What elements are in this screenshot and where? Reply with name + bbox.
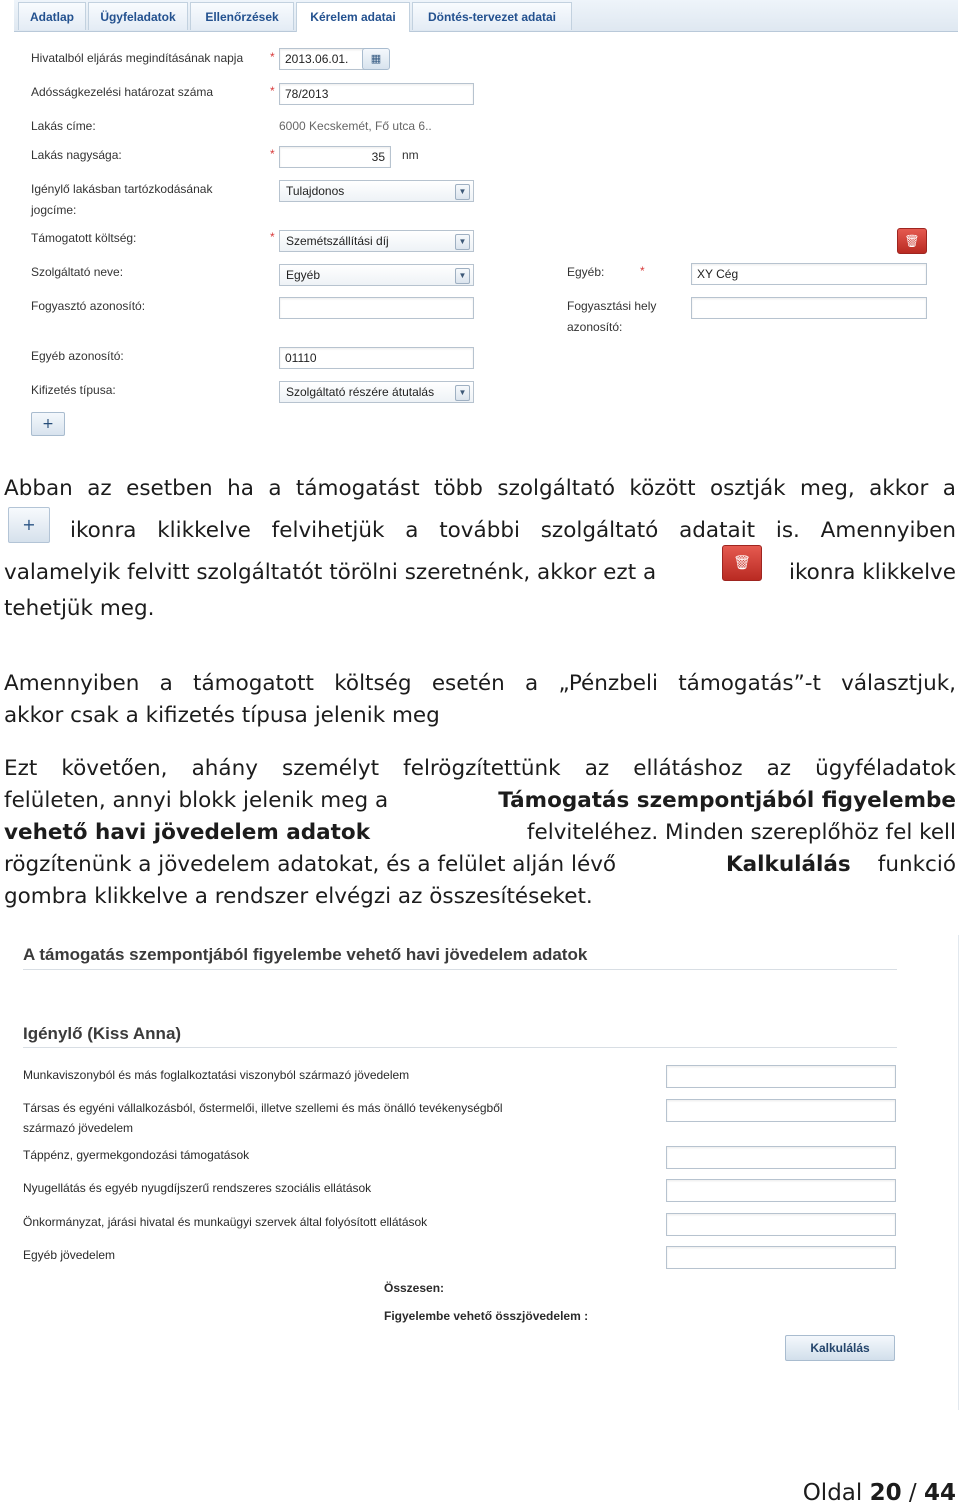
text-line: gombra klikkelve a rendszer elvégzi az összesítéseket. — [4, 884, 593, 909]
payment-label: Kifizetés típusa: — [31, 383, 116, 397]
income-row-label-cont: származó jövedelem — [23, 1121, 134, 1135]
text-line — [4, 505, 956, 557]
page-footer — [803, 1480, 956, 1506]
divider — [23, 969, 897, 970]
consumer-input[interactable] — [279, 297, 474, 319]
other-input[interactable]: XY Cég — [691, 263, 927, 285]
footer-separator: / — [901, 1480, 924, 1506]
text-line — [4, 557, 956, 593]
other-id-label: Egyéb azonosító: — [31, 349, 124, 363]
income-input[interactable] — [666, 1179, 896, 1202]
payment-select-value: Szolgáltató részére átutalás — [286, 385, 435, 399]
tab-adatlap[interactable]: Adatlap — [18, 2, 86, 30]
text-line: Ezt követően, ahány személyt felrögzítettünk az ellátáshoz az ügyféladatok — [4, 756, 956, 781]
plus-icon: + — [8, 507, 50, 543]
cost-select-value: Szemétszállítási díj — [286, 234, 389, 248]
income-input[interactable] — [666, 1246, 896, 1269]
tab-ellenorzesek[interactable]: Ellenőrzések — [190, 2, 294, 30]
add-provider-button[interactable]: + — [31, 412, 65, 436]
page-number: 20 — [869, 1480, 902, 1506]
provider-select-value: Egyéb — [286, 268, 321, 282]
text-line: Abban az esetben ha a támogatást több szolgáltató között osztják meg, akkor a — [4, 476, 956, 501]
size-unit: nm — [402, 148, 419, 162]
chevron-down-icon: ▼ — [455, 385, 470, 401]
text-line — [4, 849, 956, 881]
income-input[interactable] — [666, 1099, 896, 1122]
tab-ugyfeladatok[interactable]: Ügyfeladatok — [88, 2, 188, 30]
income-input[interactable] — [666, 1213, 896, 1236]
place-label: Fogyasztási hely — [567, 299, 657, 313]
required-mark: * — [270, 84, 275, 98]
tenure-select[interactable] — [279, 180, 474, 202]
income-row-label: Táppénz, gyermekgondozási támogatások — [23, 1148, 250, 1162]
income-row-label: Önkormányzat, járási hivatal és munkaügyi szervek által folyósított ellátások — [23, 1215, 428, 1229]
text-emphasis: Támogatás szempontjából figyelembe — [498, 788, 956, 813]
considered-total-label: Figyelembe vehető összjövedelem : — [384, 1309, 589, 1323]
tab-dontes-tervezet[interactable]: Döntés-tervezet adatai — [412, 2, 572, 30]
income-row-label: Munkaviszonyból és más foglalkoztatási viszonyból származó jövedelem — [23, 1068, 410, 1082]
required-mark: * — [270, 147, 275, 161]
tenure-label-cont: jogcíme: — [31, 203, 77, 217]
text-segment: rögzítenünk a jövedelem adatokat, és a felület alján lévő — [4, 852, 617, 877]
text-line: tehetjük meg. — [4, 596, 155, 621]
total-label: Összesen: — [384, 1281, 445, 1295]
form-screenshot — [14, 0, 958, 446]
divider — [23, 1047, 897, 1048]
decision-label: Adósságkezelési határozat száma — [31, 85, 214, 99]
income-row-label: Társas és egyéni vállalkozásból, őstermelői, illetve szellemi és más önálló tevékenységből — [23, 1101, 503, 1115]
paragraph-1 — [4, 473, 956, 625]
text-line: Amennyiben a támogatott költség esetén a „Pénzbeli támogatás”-t választjuk, — [4, 671, 956, 696]
required-mark: * — [270, 230, 275, 244]
text-line — [4, 785, 956, 817]
income-input[interactable] — [666, 1146, 896, 1169]
start-date-input[interactable]: 2013.06.01. — [279, 48, 365, 70]
text-emphasis: vehető havi jövedelem adatok — [4, 820, 371, 845]
paragraph-2 — [4, 668, 956, 732]
income-row-label: Egyéb jövedelem — [23, 1248, 116, 1262]
applicant-heading: Igénylő (Kiss Anna) — [23, 1024, 182, 1043]
tab-bar — [14, 0, 958, 32]
paragraph-3 — [4, 753, 956, 913]
place-label-cont: azonosító: — [567, 320, 623, 334]
chevron-down-icon: ▼ — [455, 268, 470, 284]
income-screenshot — [14, 935, 959, 1410]
tenure-select-value: Tulajdonos — [286, 184, 345, 198]
calendar-icon[interactable]: ▦ — [362, 48, 390, 70]
required-mark: * — [270, 50, 275, 64]
income-title: A támogatás szempontjából figyelembe vehető havi jövedelem adatok — [23, 945, 588, 964]
text-segment: ikonra klikkelve felvihetjük a további szolgáltató adatait is. Amennyiben — [70, 518, 956, 543]
text-line — [4, 817, 956, 849]
chevron-down-icon: ▼ — [455, 234, 470, 250]
provider-select[interactable] — [279, 264, 474, 286]
decision-input[interactable]: 78/2013 — [279, 83, 474, 105]
text-segment: felületen, annyi blokk jelenik meg a — [4, 788, 389, 813]
tab-kerelem-adatai[interactable]: Kérelem adatai — [296, 2, 410, 32]
size-label: Lakás nagysága: — [31, 148, 122, 162]
trash-icon: 🗑 — [722, 545, 762, 581]
text-line: akkor csak a kifizetés típusa jelenik meg — [4, 703, 440, 728]
tenure-label: Igénylő lakásban tartózkodásának — [31, 182, 213, 196]
calculate-button[interactable]: Kalkulálás — [785, 1335, 895, 1361]
other-id-input[interactable]: 01110 — [279, 347, 474, 369]
required-mark: * — [640, 264, 645, 278]
text-segment: felviteléhez. Minden szereplőhöz fel kell — [526, 820, 956, 845]
size-input[interactable]: 35 — [279, 146, 391, 168]
text-emphasis: Kalkulálás — [726, 852, 851, 877]
text-segment: ikonra klikkelve — [789, 560, 956, 585]
income-row-label: Nyugellátás és egyéb nyugdíjszerű rendszeres szociális ellátások — [23, 1181, 372, 1195]
cost-select[interactable] — [279, 230, 474, 252]
chevron-down-icon: ▼ — [455, 184, 470, 200]
place-input[interactable] — [691, 297, 927, 319]
address-value: 6000 Kecskemét, Fő utca 6.. — [279, 119, 432, 133]
page-total: 44 — [923, 1480, 956, 1506]
cost-label: Támogatott költség: — [31, 231, 137, 245]
other-label: Egyéb: — [567, 265, 605, 279]
start-date-label: Hivatalból eljárás megindításának napja — [31, 51, 244, 65]
address-label: Lakás címe: — [31, 119, 96, 133]
footer-prefix: Oldal — [802, 1480, 870, 1506]
provider-label: Szolgáltató neve: — [31, 265, 124, 279]
trash-icon[interactable]: 🗑 — [897, 228, 927, 254]
text-segment: funkció — [877, 852, 956, 877]
payment-select[interactable] — [279, 381, 474, 403]
income-input[interactable] — [666, 1065, 896, 1088]
text-segment: valamelyik felvitt szolgáltatót törölni szeretnénk, akkor ezt a — [4, 560, 657, 585]
consumer-label: Fogyasztó azonosító: — [31, 299, 146, 313]
